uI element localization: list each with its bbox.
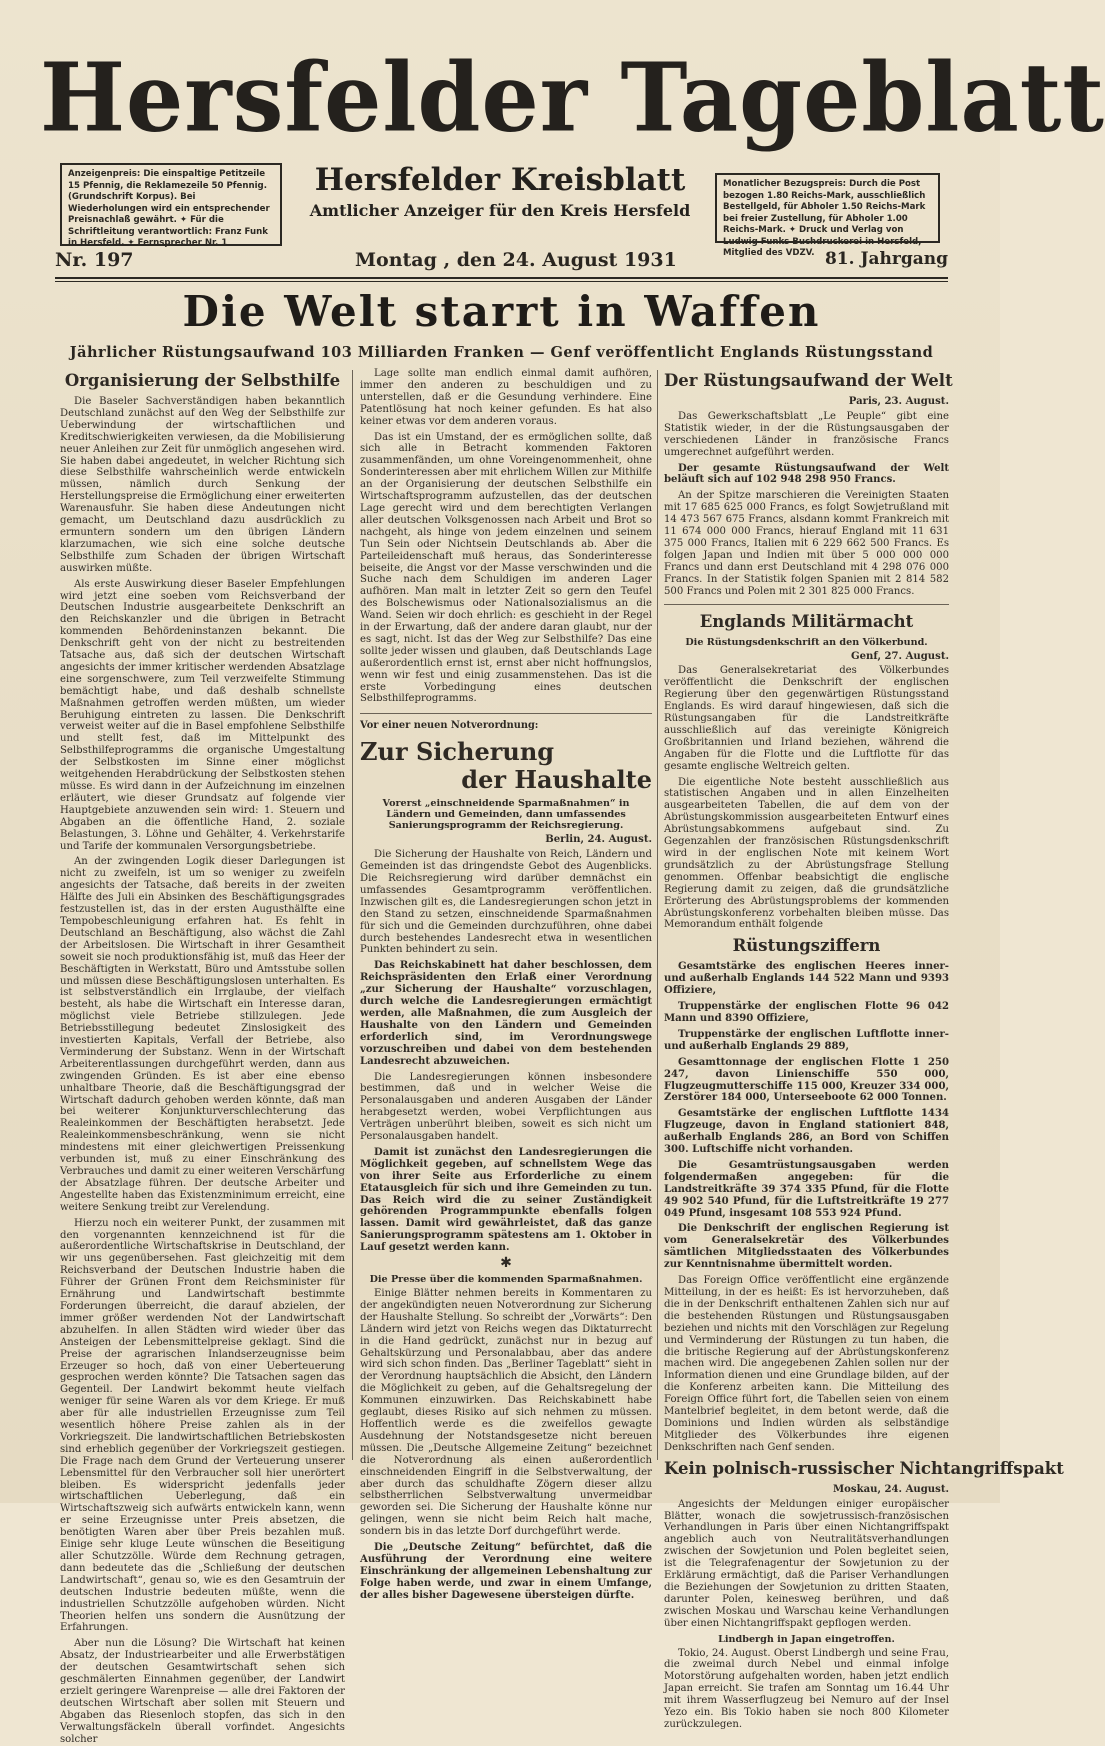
article-paragraph: Das Gewerkschaftsblatt „Le Peuple“ gibt eine Statistik wieder, in der die Rüstungsausgaben der verschiedenen Länder in französische Francs umgerechnet aufgeführt werden. bbox=[664, 410, 949, 458]
article-subtitle: Die Presse über die kommenden Sparmaßnahmen. bbox=[369, 1274, 643, 1285]
article-paragraph: Der gesamte Rüstungsaufwand der Welt beläuft sich auf 102 948 298 950 Francs. bbox=[664, 462, 949, 486]
article-dateline: Berlin, 24. August. bbox=[545, 834, 652, 846]
volume-year: 81. Jahrgang bbox=[824, 249, 948, 269]
article-title: Der Rüstungsaufwand der Welt bbox=[664, 371, 953, 390]
article-title: Englands Militärmacht bbox=[699, 611, 914, 631]
article-paragraph: An der zwingenden Logik dieser Darlegungen ist nicht zu zweifeln, ist um so weniger zu zweifeln angesichts der Tatsache, daß bereits in der zweiten Hälfte des Juli ein Absinken des Beschäftigungsgrades festzustellen ist, das in der ersten Augusthälfte eine Tempobeschleunigung erfahren hat. Es fehlt in Deutschland an Beschäftigung, also wächst die Zahl der Arbeitslosen. Die Wirtschaft in ihrer Gesamtheit soweit sie noch produktionsfähig ist, muß das Heer der Beschäftigten in Werkstatt, Büro und Amtsstube sollen und müssen diese Beschäftigungslosen unterhalten. Es ist selbstverständlich ein Irrglaube, der vielfach besteht, als habe die Wirtschaft ein Interesse daran, möglichst viele Betriebe stillzulegen. Jede Betriebsstillegung bedeutet Zinslosigkeit des investierten Kapitals, Verfall der Betriebe, also Verminderung der Substanz. Wenn in der Wirtschaft Arbeiterentlassungen durchgeführt werden, dann aus zwingenden Gründen. Es ist aber eine ebenso unhaltbare Theorie, daß die Beschäftigungsgrad der Wirtschaft dadurch gehoben werden könnte, daß man bei weiterer Konjunkturverschlechterung das Realeinkommen der Beschäftigten herabsetzt. Jede Realeinkommensbeschränkung, wenn sie nicht mindestens mit einer gleichwertigen Preissenkung verbunden ist, muß zu einer Einschränkung des Verbrauches und damit zu einer weiteren Verschärfung der Absatzlage führen. Der deutsche Arbeiter und Angestellte haben das Existenzminimum erreicht, eine weitere Senkung treibt zur Verelendung. bbox=[60, 856, 345, 1213]
main-headline: Die Welt starrt in Waffen bbox=[182, 287, 821, 336]
figures-line: Gesamtstärke des englischen Heeres inner- und außerhalb Englands 144 522 Mann und 9393 Offiziere, bbox=[664, 961, 949, 997]
article-paragraph: Hierzu noch ein weiterer Punkt, der zusammen mit den vorgenannten kennzeichnend ist für die außerordentliche Wirtschaftskrise in Deutschland, der wir uns gegenübersehen. Fast gleichzeitig mit dem Reichsverband der Deutschen Industrie haben die Führer der Grünen Front dem Reichsminister für Ernährung und Landwirtschaft bestimmte Forderungen überreicht, die darauf abzielen, der immer größer werdenden Not der Landwirtschaft abzuhelfen. In allen Städten wird wieder über das Ansteigen der Lebensmittelpreise geklagt. Sind die Preise der agrarischen Inlandserzeugnisse beim Erzeuger so hoch, daß von einer Ueberteuerung gesprochen werden könnte? Die Tatsachen sagen das Gegenteil. Der Landwirt bekommt heute vielfach weniger für seine Waren als vor dem Kriege. Er muß aber für alle industriellen Erzeugnisse zum Teil wesentlich höhere Preise zahlen als in der Vorkriegszeit. Die landwirtschaftlichen Betriebskosten sind erheblich gegenüber der Vorkriegszeit gestiegen. Die Frage nach dem Grund der Verteuerung unserer Lebensmittel für den Verbraucher soll hier unerörtert bleiben. Es widerspricht jedenfalls jeder wirtschaftlichen Ueberlegung, daß ein Wirtschaftszweig sich aufwärts entwickeln kann, wenn er seine Erzeugnisse unter Preis absetzen, die benötigten Waren aber über Preis bezahlen muß. Einige sehr kluge Leute wünschen die Beseitigung aller Schutzzölle. Würde dem Rechnung getragen, dann bedeutete das die „Schließung der deutschen Landwirtschaft“, genau so, wie es den Gesamtruin der deutschen Industrie bedeuten müßte, wenn die industriellen Schutzzölle aufgehoben würden. Nicht Theorien helfen uns sondern die Ausnützung der Erfahrungen. bbox=[60, 1217, 345, 1634]
article-paragraph: Die Baseler Sachverständigen haben bekanntlich Deutschland zunächst auf den Weg der Selbsthilfe zur Ueberwindung der wirtschaftlichen und Kreditschwierigkeiten verwiesen, da die Mobilisierung neuer Anleihen zur Zeit für unmöglich angesehen wird. Sie haben dabei angedeutet, in welcher Richtung sich diese Selbsthilfe wahrscheinlich werde entwickeln müssen, nämlich durch Senkung der Herstellungspreise die Ermöglichung einer erweiterten Warenausfuhr. Sie haben diese Andeutungen nicht gemacht, um Deutschland dazu ausdrücklich zu ermuntern sondern um den übrigen Ländern klarzumachen, wie sich eine solche deutsche Selbsthilfe zum Schaden der übrigen Wirtschaft auswirken müßte. bbox=[60, 396, 345, 574]
kreisblatt-block bbox=[295, 160, 705, 222]
article-title: Kein polnisch-russischer Nichtangriffspakt bbox=[664, 1458, 1064, 1478]
article-title-line1: Zur Sicherung bbox=[360, 737, 555, 767]
main-subheadline: Jährlicher Rüstungsaufwand 103 Milliarden Franken — Genf veröffentlicht Englands Rüstungsstand bbox=[69, 344, 934, 361]
figures-line: Die Gesamtrüstungsausgaben werden folgendermaßen angegeben: für die Landstreitkräfte 39 374 335 Pfund, für die Flotte 49 902 540 Pfund, für die Luftstreitkräfte 19 277 049 Pfund, insgesamt 108 553 924 Pfund. bbox=[664, 1159, 949, 1219]
figures-line: Truppenstärke der englischen Luftflotte inner- und außerhalb Englands 29 889, bbox=[664, 1028, 949, 1052]
article-paragraph: Die eigentliche Note besteht ausschließlich aus statistischen Angaben und in allen Einzelheiten ausgearbeiteten Tabellen, die auf dem von der Abrüstungskommission ausgearbeiteten Entwurf eines Abrüstungsabkommens aufgebaut sind. Zu Gegenzahlen der französischen Rüstungsdenkschrift wird in der englischen Note mit keinem Wort grundsätzlich zu der Abrüstungsfrage Stellung genommen. Offenbar beabsichtigt die englische Regierung damit zu zeigen, daß die grundsätzliche Erörterung des Abrüstungsproblems der kommenden Abrüstungskonferenz vorbehalten bleiben müsse. Das Memorandum enthält folgende bbox=[664, 776, 949, 931]
figures-line: Die Denkschrift der englischen Regierung ist vom Generalsekretär des Völkerbundes sämtlichen Mitgliedsstaaten des Völkerbundes zur Kenntnisnahme übermittelt worden. bbox=[664, 1223, 949, 1271]
article-subtitle: Lindbergh in Japan eingetroffen. bbox=[718, 1633, 895, 1645]
article-paragraph: Die Sicherung der Haushalte von Reich, Ländern und Gemeinden ist das dringendste Gebot des Augenblicks. Die Reichsregierung wird darüber demnächst ein umfassendes Gesamtprogramm veröffentlichen. Inzwischen gilt es, die Landesregierungen schon jetzt in den Stand zu setzen, einschneidende Sparmaßnahmen für sich und die Gemeinden durchzuführen, ohne dabei durch bestehendes Landesrecht etwa in wesentlichen Punkten behindert zu sein. bbox=[360, 849, 652, 956]
article-subtitle: Die Rüstungsdenkschrift an den Völkerbund. bbox=[685, 636, 928, 648]
column-divider bbox=[352, 370, 353, 1460]
article-paragraph: Die „Deutsche Zeitung“ befürchtet, daß die Ausführung der Verordnung eine weitere Einschränkung der allgemeinen Lebenshaltung zur Folge haben werde, und zwar in einem Umfange, der alles bisher Dagewesene übersteigen dürfte. bbox=[360, 1542, 652, 1601]
figures-line: Gesamtstärke der englischen Luftflotte 1434 Flugzeuge, davon in England stationiert 848, außerhalb Englands 286, an Bord von Schiffen 300. Luftschiffe nicht vorhanden. bbox=[664, 1108, 949, 1156]
kreisblatt-title: Hersfelder Kreisblatt bbox=[314, 162, 686, 198]
column-divider bbox=[657, 370, 658, 1460]
article-paragraph: Als erste Auswirkung dieser Baseler Empfehlungen wird jetzt eine soeben vom Reichsverband der Deutschen Industrie ausgearbeitete Denkschrift an den Reichskanzler und die übrigen in Betracht kommenden Behördeninstanzen bekannt. Die Denkschrift geht von der nicht zu bestreitenden Tatsache aus, daß sich der deutschen Wirtschaft angesichts der immer kritischer werdenden Absatzlage eine sorgenschwere, zum Teil verzweifelte Stimmung bemächtigt habe, und daß deshalb schnellste Maßnahmen getroffen werden müßten, um wieder Beruhigung eintreten zu lassen. Die Denkschrift verweist weiter auf die in Basel empfohlene Selbsthilfe und stellt fest, daß im Mittelpunkt des Selbsthilfeprogramms die organische Umgestaltung der Selbstkosten im Sinne einer möglichst weitgehenden Herabdrückung der Selbstkosten stehen müsse. Es wird dann in der Aufzeichnung im einzelnen erläutert, wie dieser Grundsatz auf folgende vier Hauptgebiete anzuwenden sein wird: 1. Steuern und Abgaben an die öffentliche Hand, 2. soziale Belastungen, 3. Löhne und Gehälter, 4. Verkehrstarife und Tarife der kommunalen Versorgungsbetriebe. bbox=[60, 578, 345, 852]
article-paragraph: Das ist ein Umstand, der es ermöglichen sollte, daß sich alle in Betracht kommenden Faktoren zusammenfänden, um ohne Voreingenommenheit, ohne Sonderinteressen aber mit ehrlichem Willen zur Mithilfe an der Organisierung der deutschen Selbsthilfe ein Wirtschaftsprogramm aufzustellen, das der deutschen Lage gerecht wird und dem berechtigten Verlangen aller deutschen Volksgenossen nach Arbeit und Brot so nachgeht, als hinge von jedem einzelnen und seinem Tun Sein oder Nichtsein Deutschlands ab. Aber die Parteileidenschaft muß heraus, das Sonderinteresse beiseite, die Angst vor der Masse verschwinden und die Suche nach dem Schuldigen im anderen Lager aufhören. Man malt in letzter Zeit so gern den Teufel des Bolschewismus oder Nationalsozialismus an die Wand. Seien wir doch ehrlich: es geschieht in der Regel in der Erwartung, daß der andere daran glaubt, nur der es sagt, nicht. Ist das der Weg zur Selbsthilfe? Das eine sollte jeder wissen und glauben, daß Deutschlands Lage außerordentlich ernst ist, ernst aber nicht hoffnungslos, wenn wir fest und einig zusammenstehen. Das ist die erste Vorbedingung eines deutschen Selbsthilfeprogramms. bbox=[360, 431, 652, 705]
article-paragraph: Das Reichskabinett hat daher beschlossen, dem Reichspräsidenten den Erlaß einer Verordnung „zur Sicherung der Haushalte“ vorzuschlagen, durch welche die Landesregierungen ermächtigt werden, alle Maßnahmen, die zum Ausgleich der Haushalte von den Ländern und Gemeinden erforderlich sind, im Verordnungswege vorzuschreiben und dabei von dem bestehenden Landesrecht abzuweichen. bbox=[360, 960, 652, 1067]
article-dateline: Moskau, 24. August. bbox=[833, 1483, 949, 1495]
article-title-line2: der Haushalte bbox=[461, 765, 652, 795]
article-kicker: Vor einer neuen Notverordnung: bbox=[360, 713, 652, 732]
subscription-price-box: Monatlicher Bezugspreis: Durch die Post bezogen 1.80 Reichs-Mark, ausschließlich Bestellgeld, für Abholer 1.50 Reichs-Mark bei freier Zustellung, für Abholer 1.00 Reichs-Mark. ✦ Druck und Verlag von Ludwig Funks Buchdruckerei in Hersfeld, Mitglied des VDZV. bbox=[715, 173, 940, 243]
article-paragraph: Tokio, 24. August. Oberst Lindbergh und seine Frau, die zweimal durch Nebel und einmal infolge Motorstörung aufgehalten worden, haben jetzt endlich Japan erreicht. Sie trafen am Sonntag um 16.44 Uhr mit ihrem Wasserflugzeug bei Nemuro auf der Insel Yezo ein. Bis Tokio haben sie noch 800 Kilometer zurückzulegen. bbox=[664, 1647, 949, 1730]
ad-price-box: Anzeigenpreis: Die einspaltige Petitzeile 15 Pfennig, die Reklamezeile 50 Pfennig. (Grundschrift Korpus). Bei Wiederholungen wird ein entsprechender Preisnachlaß gewährt. ✦ Für die Schriftleitung verantwortlich: Franz Funk in Hersfeld. ✦ Fernsprecher Nr. 1 bbox=[60, 163, 282, 246]
article-paragraph: Das Foreign Office veröffentlicht eine ergänzende Mitteilung, in der es heißt: Es ist hervorzuheben, daß die in der Denkschrift enthaltenen Zahlen sich nur auf die bestehenden Rüstungen und Rüstungsausgaben beziehen und nichts mit den Vorschlägen zur Regelung und Verminderung der Rüstungen zu tun haben, die die britische Regierung auf der Abrüstungskonferenz machen wird. Die angegebenen Zahlen sollen nur der Information dienen und eine Grundlage bilden, auf der die Konferenz arbeiten kann. Die Mitteilung des Foreign Office führt fort, die Tabellen seien von einem Mantelbrief begleitet, in dem betont werde, daß die Dominions und Indien würden als selbständige Mitglieder des Völkerbundes ihre eigenen Denkschriften nach Genf senden. bbox=[664, 1275, 949, 1453]
masthead-title: Hersfelder Tageblatt bbox=[40, 42, 1105, 154]
figures-line: Gesamttonnage der englischen Flotte 1 250 247, davon Linienschiffe 550 000, Flugzeugmutterschiffe 115 000, Kreuzer 334 000, Zerstörer 184 000, Unterseeboote 62 000 Tonnen. bbox=[664, 1056, 949, 1104]
section-separator-star: ✱ bbox=[500, 1255, 512, 1272]
article-paragraph: An der Spitze marschieren die Vereinigten Staaten mit 17 685 625 000 Francs, es folgt Sowjetrußland mit 14 473 567 675 Francs, alsdann kommt Frankreich mit 11 674 000 000 Francs, hierauf England mit 11 631 375 000 Francs, Italien mit 6 229 662 500 Francs. Es folgen Japan und Indien mit über 5 000 000 000 Francs und dann erst Deutschland mit 4 298 076 000 Francs. In der Statistik folgen Spanien mit 2 814 582 500 Francs und Polen mit 2 301 825 000 Francs. bbox=[664, 490, 949, 597]
issue-number: Nr. 197 bbox=[55, 249, 134, 271]
article-dateline: Genf, 27. August. bbox=[850, 650, 949, 662]
dateline bbox=[55, 247, 948, 279]
column-1 bbox=[60, 368, 345, 1745]
article-title: Organisierung der Selbsthilfe bbox=[64, 371, 341, 390]
article-lead: Vorerst „einschneidende Sparmaßnahmen“ in Ländern und Gemeinden, dann umfassendes Sanierungsprogramm der Reichsregierung. bbox=[382, 798, 630, 832]
issue-date: Montag , den 24. August 1931 bbox=[355, 249, 677, 271]
column-3 bbox=[664, 368, 1064, 1730]
article-paragraph: Einige Blätter nehmen bereits in Kommentaren zu der angekündigten neuen Notverordnung zur Sicherung der Haushalte Stellung. So schreibt der „Vorwärts“: Den Ländern wird jetzt von Reichs wegen das Diktaturrecht in die Hand gedrückt, zunächst nur in bezug auf Gehaltskürzung und Personalabbau, aber das andere wird sich schon finden. Das „Berliner Tageblatt“ sieht in der Verordnung hauptsächlich die Absicht, den Ländern die Möglichkeit zu geben, auf die Gehaltsregelung der Kommunen einzuwirken. Das Reichskabinett habe geglaubt, dieses Risiko auf sich nehmen zu müssen. Hoffentlich werde es die zweifellos gewagte Ausdehnung der Notstandsgesetze nicht bereuen müssen. Die „Deutsche Allgemeine Zeitung“ bezeichnet die Notverordnung als einen außerordentlich einschneidenden Eingriff in die Selbstverwaltung, der aber durch das schuldhafte Zögern dieser allzu selbstherrlichen Selbstverwaltung unvermeidbar geworden sei. Die Sicherung der Haushalte könne nur gelingen, wenn sie nicht beim Reich halt mache, sondern bis in das letzte Dorf durchgeführt werde. bbox=[360, 1288, 652, 1538]
figures-line: Truppenstärke der englischen Flotte 96 042 Mann und 8390 Offiziere, bbox=[664, 1001, 949, 1024]
article-paragraph: Lage sollte man endlich einmal damit aufhören, immer den anderen zu beschuldigen und zu unterstellen, daß er die Gesundung verhindere. Eine Patentlösung hat noch keiner gefunden. Es hat also keiner etwas vor dem anderen voraus. bbox=[360, 368, 652, 427]
article-paragraph: Angesichts der Meldungen einiger europäischer Blätter, wonach die sowjetrussisch-französischen Verhandlungen in Paris über einen Nichtangriffspakt angeblich auch von Neutralitätsverhandlungen zwischen der Sowjetunion und Polen begleitet seien, ist die Telegrafenagentur der Sowjetunion zu der Erklärung ermächtigt, daß die Pariser Verhandlungen die Beziehungen der Sowjetunion zu dritten Staaten, darunter Polen, keinesweg berühren, und daß zwischen Moskau und Warschau keine Verhandlungen über einen Nichtangriffspakt gepflogen werden. bbox=[664, 1498, 949, 1629]
article-paragraph: Das Generalsekretariat des Völkerbundes veröffentlicht die Denkschrift der englischen Regierung über den gegenwärtigen Rüstungsstand Englands. Es wird darauf hingewiesen, daß sich die Rüstungsangaben für die Landstreitkräfte ausschließlich auf das vereinigte Königreich Großbritannien und Irland beziehen, während die Angaben für die Flotte und die Luftflotte für das gesamte englische Weltreich gelten. bbox=[664, 665, 949, 772]
article-paragraph: Aber nun die Lösung? Die Wirtschaft hat keinen Absatz, der Industriearbeiter und alle Erwerbstätigen der deutschen Gesamtwirtschaft sehen sich geschmälerten Einnahmen gegenüber, der Landwirt erzielt geringere Warenpreise — alle drei Faktoren der deutschen Wirtschaft aber sollen mit Steuern und Abgaben das Riesenloch stopfen, das sich in den Verwaltungsfäckeln überall vorfindet. Angesichts solcher bbox=[60, 1638, 345, 1745]
article-paragraph: Die Landesregierungen können insbesondere bestimmen, daß und in welcher Weise die Personalausgaben und anderen Ausgaben der Länder herabgesetzt werden, wobei Verpflichtungen aus Verträgen unberührt bleiben, soweit es sich nicht um Personalausgaben handelt. bbox=[360, 1071, 652, 1143]
article-title: Rüstungsziffern bbox=[732, 936, 881, 956]
kreisblatt-tagline: Amtlicher Anzeiger für den Kreis Hersfeld bbox=[309, 201, 691, 220]
article-dateline: Paris, 23. August. bbox=[848, 396, 949, 407]
article-divider bbox=[664, 604, 949, 605]
article-paragraph: Damit ist zunächst den Landesregierungen die Möglichkeit gegeben, auf schnellstem Wege das von ihrer Seite aus Erforderliche zu einem Etatausgleich für sich und ihre Gemeinden zu tun. Das Reich wird die zu seiner Zuständigkeit gehörenden Programmpunkte ebenfalls folgen lassen. Damit wird gewährleistet, daß das ganze Sanierungsprogramm spätestens am 1. Oktober in Lauf gesetzt werden kann. bbox=[360, 1146, 652, 1254]
column-2 bbox=[360, 368, 652, 1601]
